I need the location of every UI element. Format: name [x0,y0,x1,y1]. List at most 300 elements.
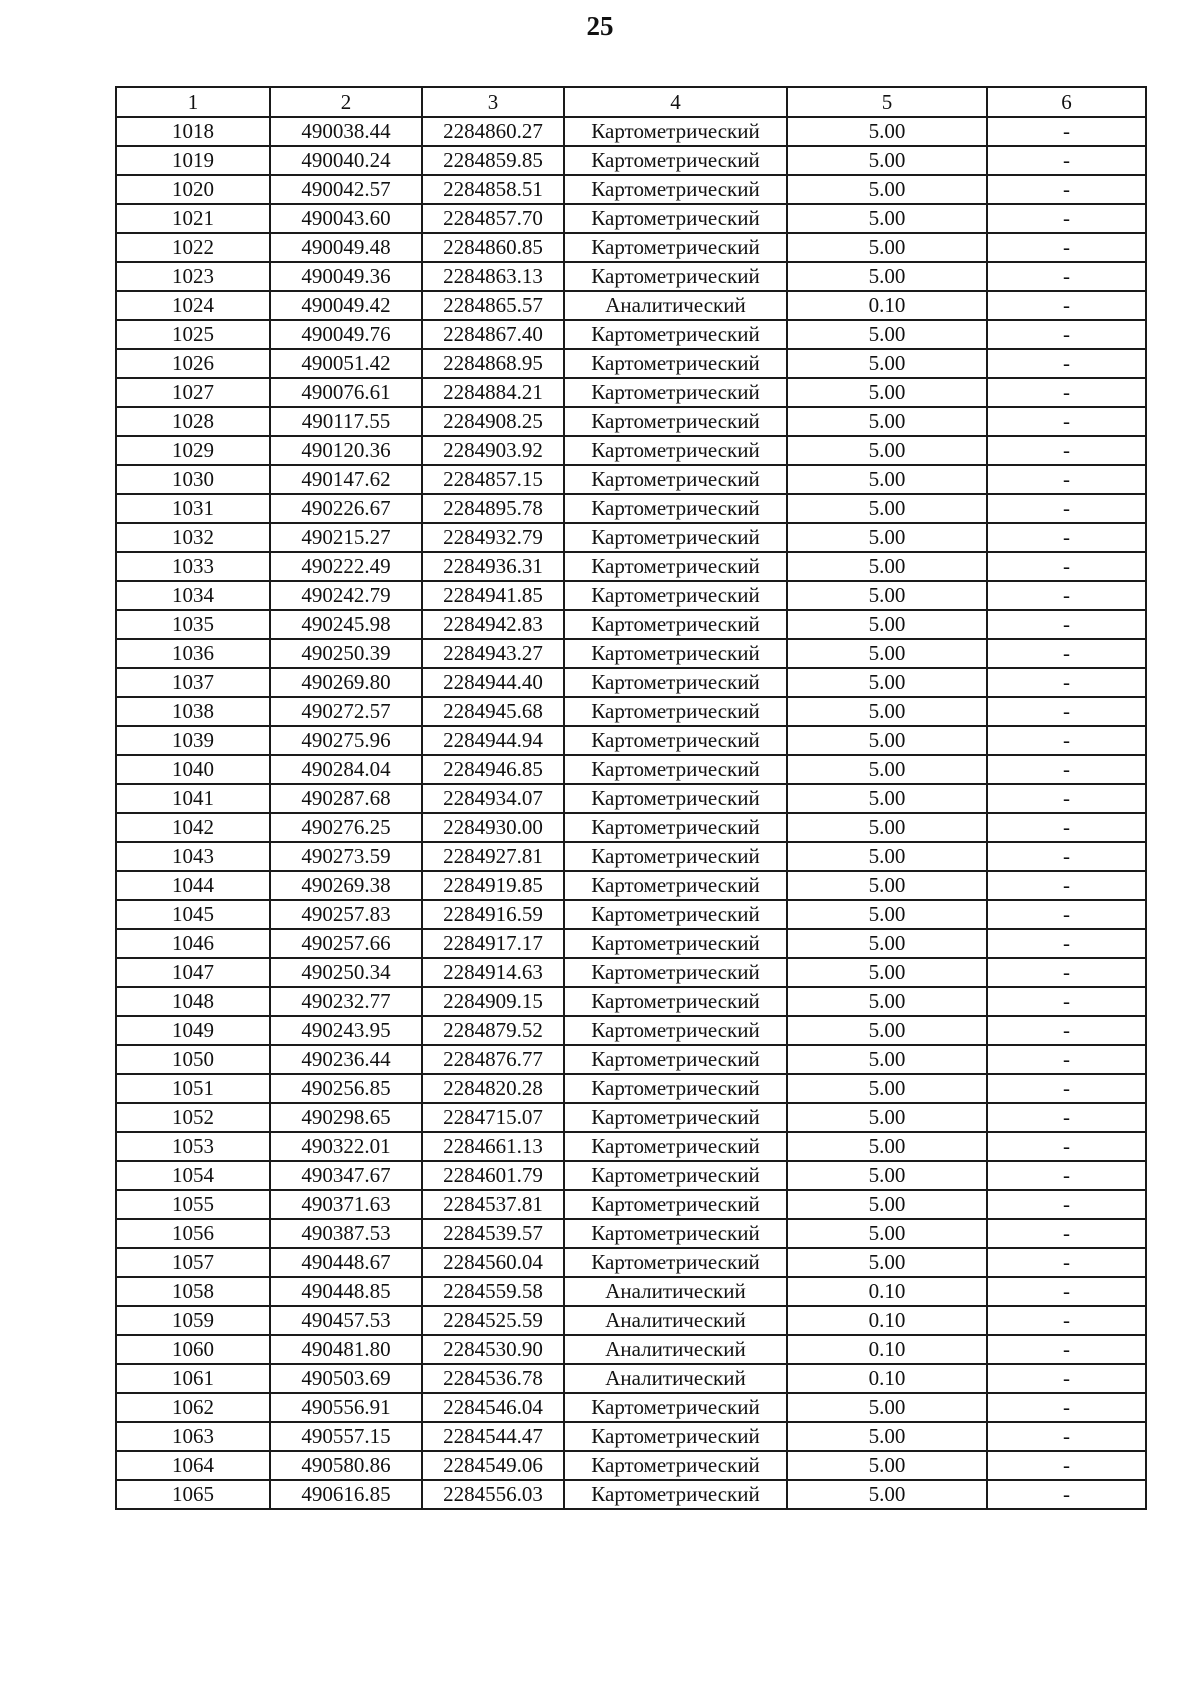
accuracy-cell: 5.00 [787,1248,987,1277]
accuracy-cell: 0.10 [787,1306,987,1335]
table-row [116,552,1146,581]
x-coordinate-cell: 490556.91 [270,1393,422,1422]
method-cell: Картометрический [564,871,787,900]
accuracy-cell: 5.00 [787,1480,987,1509]
method-cell: Картометрический [564,1161,787,1190]
point-number-cell: 1064 [116,1451,270,1480]
x-coordinate-cell: 490481.80 [270,1335,422,1364]
y-coordinate-cell: 2284859.85 [422,146,564,175]
description-cell: - [987,639,1146,668]
method-cell: Картометрический [564,639,787,668]
accuracy-cell: 5.00 [787,639,987,668]
point-number-cell: 1037 [116,668,270,697]
method-cell: Аналитический [564,1306,787,1335]
point-number-cell: 1022 [116,233,270,262]
accuracy-cell: 5.00 [787,958,987,987]
description-cell: - [987,117,1146,146]
x-coordinate-cell: 490232.77 [270,987,422,1016]
accuracy-cell: 5.00 [787,117,987,146]
table-row [116,1045,1146,1074]
y-coordinate-cell: 2284876.77 [422,1045,564,1074]
method-cell: Картометрический [564,929,787,958]
method-cell: Картометрический [564,1016,787,1045]
table-row [116,1103,1146,1132]
method-cell: Картометрический [564,262,787,291]
accuracy-cell: 5.00 [787,755,987,784]
x-coordinate-cell: 490284.04 [270,755,422,784]
x-coordinate-cell: 490371.63 [270,1190,422,1219]
x-coordinate-cell: 490557.15 [270,1422,422,1451]
table-row [116,639,1146,668]
table-row [116,697,1146,726]
accuracy-cell: 5.00 [787,436,987,465]
description-cell: - [987,1393,1146,1422]
table-row [116,320,1146,349]
description-cell: - [987,146,1146,175]
x-coordinate-cell: 490298.65 [270,1103,422,1132]
description-cell: - [987,523,1146,552]
table-row [116,900,1146,929]
x-coordinate-cell: 490503.69 [270,1364,422,1393]
description-cell: - [987,1016,1146,1045]
x-coordinate-cell: 490117.55 [270,407,422,436]
table-row [116,494,1146,523]
table-row [116,291,1146,320]
point-number-cell: 1050 [116,1045,270,1074]
accuracy-cell: 5.00 [787,1016,987,1045]
point-number-cell: 1057 [116,1248,270,1277]
table-row [116,1480,1146,1509]
description-cell: - [987,1422,1146,1451]
point-number-cell: 1038 [116,697,270,726]
table-header-row [116,87,1146,117]
point-number-cell: 1059 [116,1306,270,1335]
y-coordinate-cell: 2284909.15 [422,987,564,1016]
method-cell: Картометрический [564,1103,787,1132]
accuracy-cell: 5.00 [787,1393,987,1422]
point-number-cell: 1040 [116,755,270,784]
method-cell: Картометрический [564,349,787,378]
y-coordinate-cell: 2284868.95 [422,349,564,378]
method-cell: Картометрический [564,784,787,813]
method-cell: Аналитический [564,1364,787,1393]
accuracy-cell: 5.00 [787,378,987,407]
y-coordinate-cell: 2284930.00 [422,813,564,842]
method-cell: Картометрический [564,581,787,610]
method-cell: Картометрический [564,813,787,842]
x-coordinate-cell: 490038.44 [270,117,422,146]
table-row [116,581,1146,610]
table-row [116,1219,1146,1248]
x-coordinate-cell: 490049.48 [270,233,422,262]
accuracy-cell: 5.00 [787,320,987,349]
table-row [116,755,1146,784]
x-coordinate-cell: 490226.67 [270,494,422,523]
point-number-cell: 1053 [116,1132,270,1161]
x-coordinate-cell: 490269.38 [270,871,422,900]
x-coordinate-cell: 490250.34 [270,958,422,987]
description-cell: - [987,813,1146,842]
table-row [116,1451,1146,1480]
x-coordinate-cell: 490076.61 [270,378,422,407]
column-header: 5 [787,87,987,117]
point-number-cell: 1055 [116,1190,270,1219]
description-cell: - [987,1451,1146,1480]
point-number-cell: 1062 [116,1393,270,1422]
point-number-cell: 1029 [116,436,270,465]
description-cell: - [987,1480,1146,1509]
x-coordinate-cell: 490448.85 [270,1277,422,1306]
y-coordinate-cell: 2284916.59 [422,900,564,929]
x-coordinate-cell: 490147.62 [270,465,422,494]
table-row [116,813,1146,842]
table-row [116,1393,1146,1422]
y-coordinate-cell: 2284536.78 [422,1364,564,1393]
accuracy-cell: 5.00 [787,871,987,900]
description-cell: - [987,1045,1146,1074]
method-cell: Картометрический [564,494,787,523]
y-coordinate-cell: 2284860.27 [422,117,564,146]
table-row [116,958,1146,987]
point-number-cell: 1045 [116,900,270,929]
column-header: 4 [564,87,787,117]
y-coordinate-cell: 2284943.27 [422,639,564,668]
accuracy-cell: 5.00 [787,552,987,581]
x-coordinate-cell: 490236.44 [270,1045,422,1074]
y-coordinate-cell: 2284525.59 [422,1306,564,1335]
y-coordinate-cell: 2284944.94 [422,726,564,755]
point-number-cell: 1034 [116,581,270,610]
point-number-cell: 1049 [116,1016,270,1045]
point-number-cell: 1024 [116,291,270,320]
description-cell: - [987,1277,1146,1306]
table-row [116,436,1146,465]
column-header: 6 [987,87,1146,117]
x-coordinate-cell: 490616.85 [270,1480,422,1509]
accuracy-cell: 5.00 [787,1451,987,1480]
method-cell: Картометрический [564,987,787,1016]
description-cell: - [987,871,1146,900]
page-number: 25 [586,11,614,41]
y-coordinate-cell: 2284914.63 [422,958,564,987]
point-number-cell: 1047 [116,958,270,987]
description-cell: - [987,958,1146,987]
method-cell: Картометрический [564,146,787,175]
x-coordinate-cell: 490269.80 [270,668,422,697]
y-coordinate-cell: 2284820.28 [422,1074,564,1103]
accuracy-cell: 5.00 [787,813,987,842]
y-coordinate-cell: 2284919.85 [422,871,564,900]
accuracy-cell: 5.00 [787,233,987,262]
table-row [116,842,1146,871]
accuracy-cell: 5.00 [787,1422,987,1451]
point-number-cell: 1025 [116,320,270,349]
x-coordinate-cell: 490243.95 [270,1016,422,1045]
point-number-cell: 1065 [116,1480,270,1509]
description-cell: - [987,233,1146,262]
description-cell: - [987,610,1146,639]
point-number-cell: 1063 [116,1422,270,1451]
method-cell: Картометрический [564,320,787,349]
point-number-cell: 1061 [116,1364,270,1393]
method-cell: Аналитический [564,1277,787,1306]
description-cell: - [987,1364,1146,1393]
y-coordinate-cell: 2284903.92 [422,436,564,465]
point-number-cell: 1033 [116,552,270,581]
x-coordinate-cell: 490276.25 [270,813,422,842]
point-number-cell: 1052 [116,1103,270,1132]
method-cell: Картометрический [564,1248,787,1277]
point-number-cell: 1020 [116,175,270,204]
description-cell: - [987,1103,1146,1132]
y-coordinate-cell: 2284559.58 [422,1277,564,1306]
accuracy-cell: 5.00 [787,494,987,523]
accuracy-cell: 5.00 [787,465,987,494]
table-row [116,1161,1146,1190]
point-number-cell: 1046 [116,929,270,958]
y-coordinate-cell: 2284946.85 [422,755,564,784]
accuracy-cell: 5.00 [787,204,987,233]
description-cell: - [987,1132,1146,1161]
table-row [116,668,1146,697]
y-coordinate-cell: 2284863.13 [422,262,564,291]
x-coordinate-cell: 490448.67 [270,1248,422,1277]
y-coordinate-cell: 2284857.70 [422,204,564,233]
description-cell: - [987,1161,1146,1190]
point-number-cell: 1051 [116,1074,270,1103]
table-row [116,1306,1146,1335]
description-cell: - [987,175,1146,204]
x-coordinate-cell: 490257.66 [270,929,422,958]
description-cell: - [987,407,1146,436]
description-cell: - [987,1306,1146,1335]
y-coordinate-cell: 2284934.07 [422,784,564,813]
point-number-cell: 1056 [116,1219,270,1248]
description-cell: - [987,726,1146,755]
accuracy-cell: 5.00 [787,262,987,291]
accuracy-cell: 5.00 [787,784,987,813]
y-coordinate-cell: 2284944.40 [422,668,564,697]
coordinates-table [115,86,1147,1510]
accuracy-cell: 5.00 [787,1103,987,1132]
table-row [116,726,1146,755]
y-coordinate-cell: 2284879.52 [422,1016,564,1045]
method-cell: Картометрический [564,755,787,784]
table-row [116,1074,1146,1103]
method-cell: Картометрический [564,1190,787,1219]
table-row [116,233,1146,262]
description-cell: - [987,1219,1146,1248]
description-cell: - [987,552,1146,581]
method-cell: Аналитический [564,1335,787,1364]
description-cell: - [987,842,1146,871]
x-coordinate-cell: 490051.42 [270,349,422,378]
method-cell: Картометрический [564,465,787,494]
accuracy-cell: 0.10 [787,291,987,320]
y-coordinate-cell: 2284537.81 [422,1190,564,1219]
y-coordinate-cell: 2284936.31 [422,552,564,581]
y-coordinate-cell: 2284549.06 [422,1451,564,1480]
table-row [116,146,1146,175]
accuracy-cell: 5.00 [787,1190,987,1219]
table-body [116,117,1146,1509]
point-number-cell: 1026 [116,349,270,378]
point-number-cell: 1058 [116,1277,270,1306]
table-row [116,175,1146,204]
accuracy-cell: 5.00 [787,581,987,610]
column-header: 2 [270,87,422,117]
point-number-cell: 1032 [116,523,270,552]
description-cell: - [987,1335,1146,1364]
table-row [116,523,1146,552]
accuracy-cell: 5.00 [787,146,987,175]
method-cell: Картометрический [564,1045,787,1074]
point-number-cell: 1019 [116,146,270,175]
point-number-cell: 1018 [116,117,270,146]
y-coordinate-cell: 2284539.57 [422,1219,564,1248]
table-row [116,610,1146,639]
x-coordinate-cell: 490287.68 [270,784,422,813]
accuracy-cell: 0.10 [787,1335,987,1364]
accuracy-cell: 5.00 [787,1161,987,1190]
x-coordinate-cell: 490387.53 [270,1219,422,1248]
accuracy-cell: 5.00 [787,1074,987,1103]
y-coordinate-cell: 2284556.03 [422,1480,564,1509]
x-coordinate-cell: 490043.60 [270,204,422,233]
table-row [116,1364,1146,1393]
accuracy-cell: 5.00 [787,900,987,929]
table-row [116,349,1146,378]
accuracy-cell: 5.00 [787,726,987,755]
description-cell: - [987,320,1146,349]
y-coordinate-cell: 2284601.79 [422,1161,564,1190]
description-cell: - [987,581,1146,610]
table-row [116,1335,1146,1364]
y-coordinate-cell: 2284932.79 [422,523,564,552]
y-coordinate-cell: 2284661.13 [422,1132,564,1161]
table-row [116,987,1146,1016]
description-cell: - [987,900,1146,929]
x-coordinate-cell: 490347.67 [270,1161,422,1190]
description-cell: - [987,987,1146,1016]
method-cell: Картометрический [564,523,787,552]
description-cell: - [987,668,1146,697]
y-coordinate-cell: 2284942.83 [422,610,564,639]
accuracy-cell: 5.00 [787,523,987,552]
table-row [116,1016,1146,1045]
accuracy-cell: 5.00 [787,1132,987,1161]
method-cell: Картометрический [564,407,787,436]
method-cell: Картометрический [564,1074,787,1103]
accuracy-cell: 5.00 [787,1045,987,1074]
method-cell: Картометрический [564,1132,787,1161]
method-cell: Картометрический [564,900,787,929]
table-row [116,117,1146,146]
accuracy-cell: 5.00 [787,697,987,726]
method-cell: Картометрический [564,1393,787,1422]
description-cell: - [987,1190,1146,1219]
method-cell: Картометрический [564,436,787,465]
accuracy-cell: 5.00 [787,668,987,697]
method-cell: Картометрический [564,697,787,726]
accuracy-cell: 5.00 [787,929,987,958]
point-number-cell: 1035 [116,610,270,639]
table-row [116,204,1146,233]
point-number-cell: 1023 [116,262,270,291]
point-number-cell: 1028 [116,407,270,436]
accuracy-cell: 5.00 [787,987,987,1016]
method-cell: Картометрический [564,175,787,204]
description-cell: - [987,784,1146,813]
method-cell: Картометрический [564,668,787,697]
x-coordinate-cell: 490250.39 [270,639,422,668]
description-cell: - [987,1074,1146,1103]
y-coordinate-cell: 2284858.51 [422,175,564,204]
description-cell: - [987,291,1146,320]
description-cell: - [987,697,1146,726]
table-row [116,1248,1146,1277]
table-row [116,1422,1146,1451]
y-coordinate-cell: 2284867.40 [422,320,564,349]
point-number-cell: 1031 [116,494,270,523]
table-row [116,784,1146,813]
point-number-cell: 1030 [116,465,270,494]
description-cell: - [987,262,1146,291]
point-number-cell: 1021 [116,204,270,233]
x-coordinate-cell: 490042.57 [270,175,422,204]
y-coordinate-cell: 2284715.07 [422,1103,564,1132]
y-coordinate-cell: 2284560.04 [422,1248,564,1277]
x-coordinate-cell: 490120.36 [270,436,422,465]
accuracy-cell: 0.10 [787,1364,987,1393]
x-coordinate-cell: 490242.79 [270,581,422,610]
method-cell: Картометрический [564,726,787,755]
y-coordinate-cell: 2284865.57 [422,291,564,320]
method-cell: Картометрический [564,552,787,581]
description-cell: - [987,494,1146,523]
description-cell: - [987,929,1146,958]
table-row [116,929,1146,958]
accuracy-cell: 5.00 [787,842,987,871]
method-cell: Картометрический [564,1480,787,1509]
accuracy-cell: 5.00 [787,349,987,378]
method-cell: Картометрический [564,842,787,871]
y-coordinate-cell: 2284917.17 [422,929,564,958]
point-number-cell: 1039 [116,726,270,755]
accuracy-cell: 5.00 [787,1219,987,1248]
method-cell: Аналитический [564,291,787,320]
point-number-cell: 1044 [116,871,270,900]
method-cell: Картометрический [564,117,787,146]
y-coordinate-cell: 2284546.04 [422,1393,564,1422]
method-cell: Картометрический [564,958,787,987]
table-row [116,262,1146,291]
description-cell: - [987,204,1146,233]
x-coordinate-cell: 490222.49 [270,552,422,581]
table-row [116,1190,1146,1219]
column-header: 1 [116,87,270,117]
x-coordinate-cell: 490049.36 [270,262,422,291]
x-coordinate-cell: 490257.83 [270,900,422,929]
table-row [116,407,1146,436]
description-cell: - [987,755,1146,784]
y-coordinate-cell: 2284860.85 [422,233,564,262]
accuracy-cell: 0.10 [787,1277,987,1306]
y-coordinate-cell: 2284927.81 [422,842,564,871]
point-number-cell: 1054 [116,1161,270,1190]
accuracy-cell: 5.00 [787,407,987,436]
y-coordinate-cell: 2284908.25 [422,407,564,436]
